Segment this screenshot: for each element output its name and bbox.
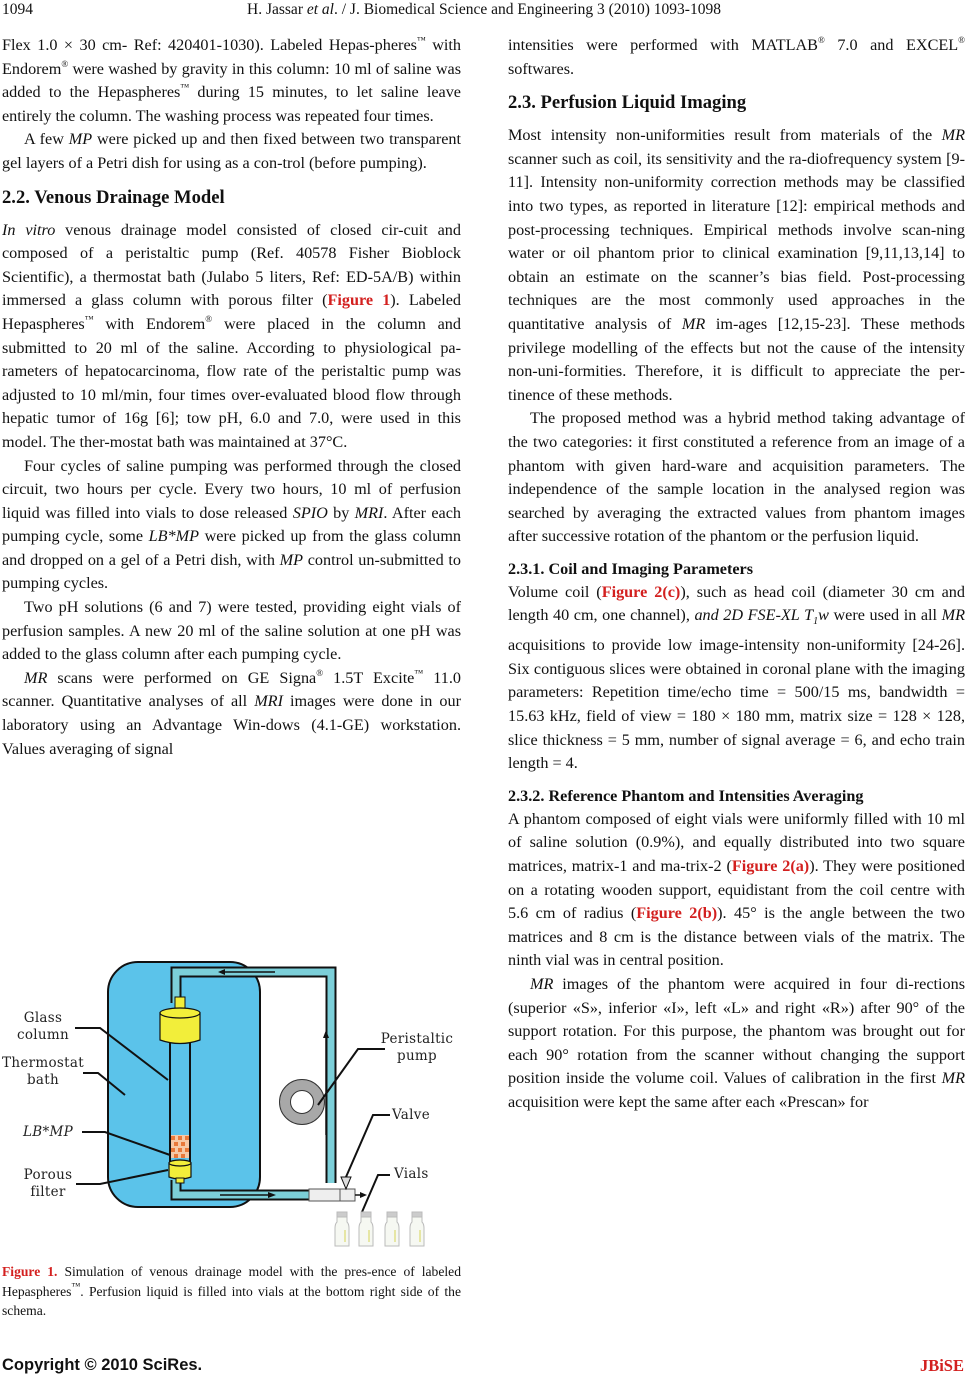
paragraph: Flex 1.0 × 30 cm- Ref: 420401-1030). Labeled Hepas-pheres™ with Endorem® were washed by gravity in this column: 10 ml of saline was added to the Hepaspheres™ during 15 minutes, to let saline leave entirely the column. The washing process was repeated four times. (2, 35, 461, 125)
running-head (0, 1, 968, 19)
left-column (2, 34, 461, 761)
figure-1-link[interactable]: Figure 1 (327, 291, 391, 310)
journal-abbreviation: JBiSE (919, 1356, 964, 1375)
label-valve: Valve (392, 1107, 430, 1123)
label-lb-mp: LB*MP (22, 1124, 74, 1140)
header-authors: H. Jassar (247, 1, 303, 18)
label-vials: Vials (394, 1166, 429, 1182)
paragraph: intensities were performed with MATLAB® 7.0 and EXCEL® softwares. (508, 35, 965, 78)
page-number: 1094 (2, 1, 33, 18)
paragraph: Volume coil (Figure 2(c)), such as head coil (diameter 30 cm and length 40 cm, one channel), and 2D FSE-XL $T_1w$ were used in all MR acquisitions to provide low image-intensity non-uniformity [24-26]. Six contiguous slices were obtained in coronal plane with the imaging parameters: Repetition time/echo time = 500/15 ms, bandwidth = 15.63 kHz, field of view = 180 × 180 mm, matrix size = 128 × 128, slice thickness = 5 mm, number of signal average = 6, and echo train length = 4. (508, 582, 965, 773)
paragraph: The proposed method was a hybrid method taking advantage of the two categories: it first constituted a reference from an image of a phantom with given hard-ware and acquisition parameters. The independence of the sample location in the analysed region was searched by averaging the extracted values from phantom images after successive rotation of the phantom or the perfusion liquid. (508, 409, 965, 546)
figure-2a-link[interactable]: Figure 2(a) (731, 857, 810, 876)
paragraph: Most intensity non-uniformities result from materials of the MR scanner such as coil, its sensitivity and the ra-diofrequency system [9-11]. Intensity non-uniformity correction methods may be classified into two types, as reported in literature [12]: empirical methods and post-processing techniques. Empirical methods involve scan-ning water or oil phantom prior to clinical examination [9,11,13,14] to obtain an estimate on the scanner’s bias field. Post-processing techniques are the most commonly used approaches in the quantitative analysis of MR im-ages [12,15-23]. These methods privilege modelling of the effects but not the cause of the intensity non-uni-formities. Therefore, it is difficult to appreciate the per-tinence of these methods. (508, 126, 965, 404)
paragraph: A few MP were picked up and then fixed between two transparent gel layers of a Petri dish for using as a con-trol (before pumping). (2, 130, 461, 172)
figure-1-diagram (0, 955, 480, 1255)
page-footer (0, 1350, 968, 1380)
venous-drainage-schema (0, 955, 480, 1255)
header-citation: . / J. Biomedical Science and Engineering 3 (2010) 1093-1098 (333, 1, 721, 18)
vials-shapes (335, 1212, 424, 1246)
lb-mp-particles (171, 1135, 189, 1158)
paragraph: MR scans were performed on GE Signa® 1.5T Excite™ 11.0 scanner. Quantitative analyses of all MRI images were done in our laboratory using an Advantage Win-dows (4.1-GE) workstation. Values averaging of signal (2, 667, 461, 758)
label-porous-filter: Porous filter (23, 1167, 73, 1200)
figure-2b-link[interactable]: Figure 2(b) (636, 904, 718, 923)
paragraph: MR images of the phantom were acquired in four di-rections (superior «S», inferior «I», left «L» and right «R») after 90° of the support rotation. For this purpose, the phantom was brought out for each 90° rotation from the scanner without changing the support position inside the volume coil. Values of calibration in the first MR acquisition were kept the same after each «Prescan» for (508, 975, 965, 1111)
paragraph: Four cycles of saline pumping was performed through the closed circuit, two hours per cycle. Every two hours, 10 ml of perfusion liquid was filled into vials to dose released SPIO by MRI. After each pumping cycle, some LB*MP were picked up from the glass column and dropped on a gel of a Petri dish, with MP control un-submitted to pumping cycles. (2, 456, 462, 593)
label-peristaltic-pump: Peristaltic pump (380, 1031, 454, 1064)
page-header (0, 0, 968, 22)
copyright-notice: Copyright © 2010 SciRes. (2, 1356, 203, 1374)
section-heading-2-2: 2.2. Venous Drainage Model (2, 186, 225, 208)
figure-1-caption-label: Figure 1. (2, 1264, 58, 1279)
right-column (508, 34, 965, 1115)
paragraph: Two pH solutions (6 and 7) were tested, providing eight vials of perfusion samples. A new 20 ml of the saline solution at one pH was added to the glass column after each pumping cycle. (2, 598, 461, 664)
label-thermostat-bath: Thermostat bath (2, 1055, 84, 1088)
header-et-al: et al (306, 1, 334, 18)
label-glass-column: Glass column (17, 1010, 69, 1043)
subsection-heading-2-3-2: 2.3.2. Reference Phantom and Intensities Averaging (508, 786, 864, 805)
subsection-heading-2-3-1: 2.3.1. Coil and Imaging Parameters (508, 559, 754, 578)
figure-2c-link[interactable]: Figure 2(c) (601, 582, 681, 601)
figure-1-caption: Figure 1. Simulation of venous drainage model with the pres-ence of labeled Hepaspheres™. Perfusion liquid is filled into vials at the bottom right side of the schema. (2, 1264, 461, 1318)
paragraph: A phantom composed of eight vials were uniformly filled with 10 ml of saline solution (0.9%), and equally distributed into two square matrices, matrix-1 and ma-trix-2 (Figure 2(a)). They were positioned on a rotating wooden support, equidistant from the coil centre with 5.6 cm of radius (Figure 2(b)). 45° is the angle between the two matrices and 8 cm is the distance between vials of the matrix. The ninth vial was in central position. (508, 809, 965, 970)
section-heading-2-3: 2.3. Perfusion Liquid Imaging (508, 92, 747, 114)
paragraph: In vitro venous drainage model consisted of closed cir-cuit and composed of a peristaltic pump (Ref. 40578 Fisher Bioblock Scientific), a thermostat bath (Julabo 5 liters, Ref: ED-5A/B) within immersed a glass column with porous filter (Figure 1). Labeled Hepaspheres™ with Endorem® were placed in the column and submitted to 20 ml of the saline. According to physiological pa-rameters of hepatocarcinoma, flow rate of the peristaltic pump was adjusted to 10 ml/min, four times over-evaluated blood flow through hepatic tumor of 16g [6]; tow pH, 6.0 and 7.0, were used in this model. The ther-mostat bath was maintained at 37°C. (2, 220, 461, 451)
